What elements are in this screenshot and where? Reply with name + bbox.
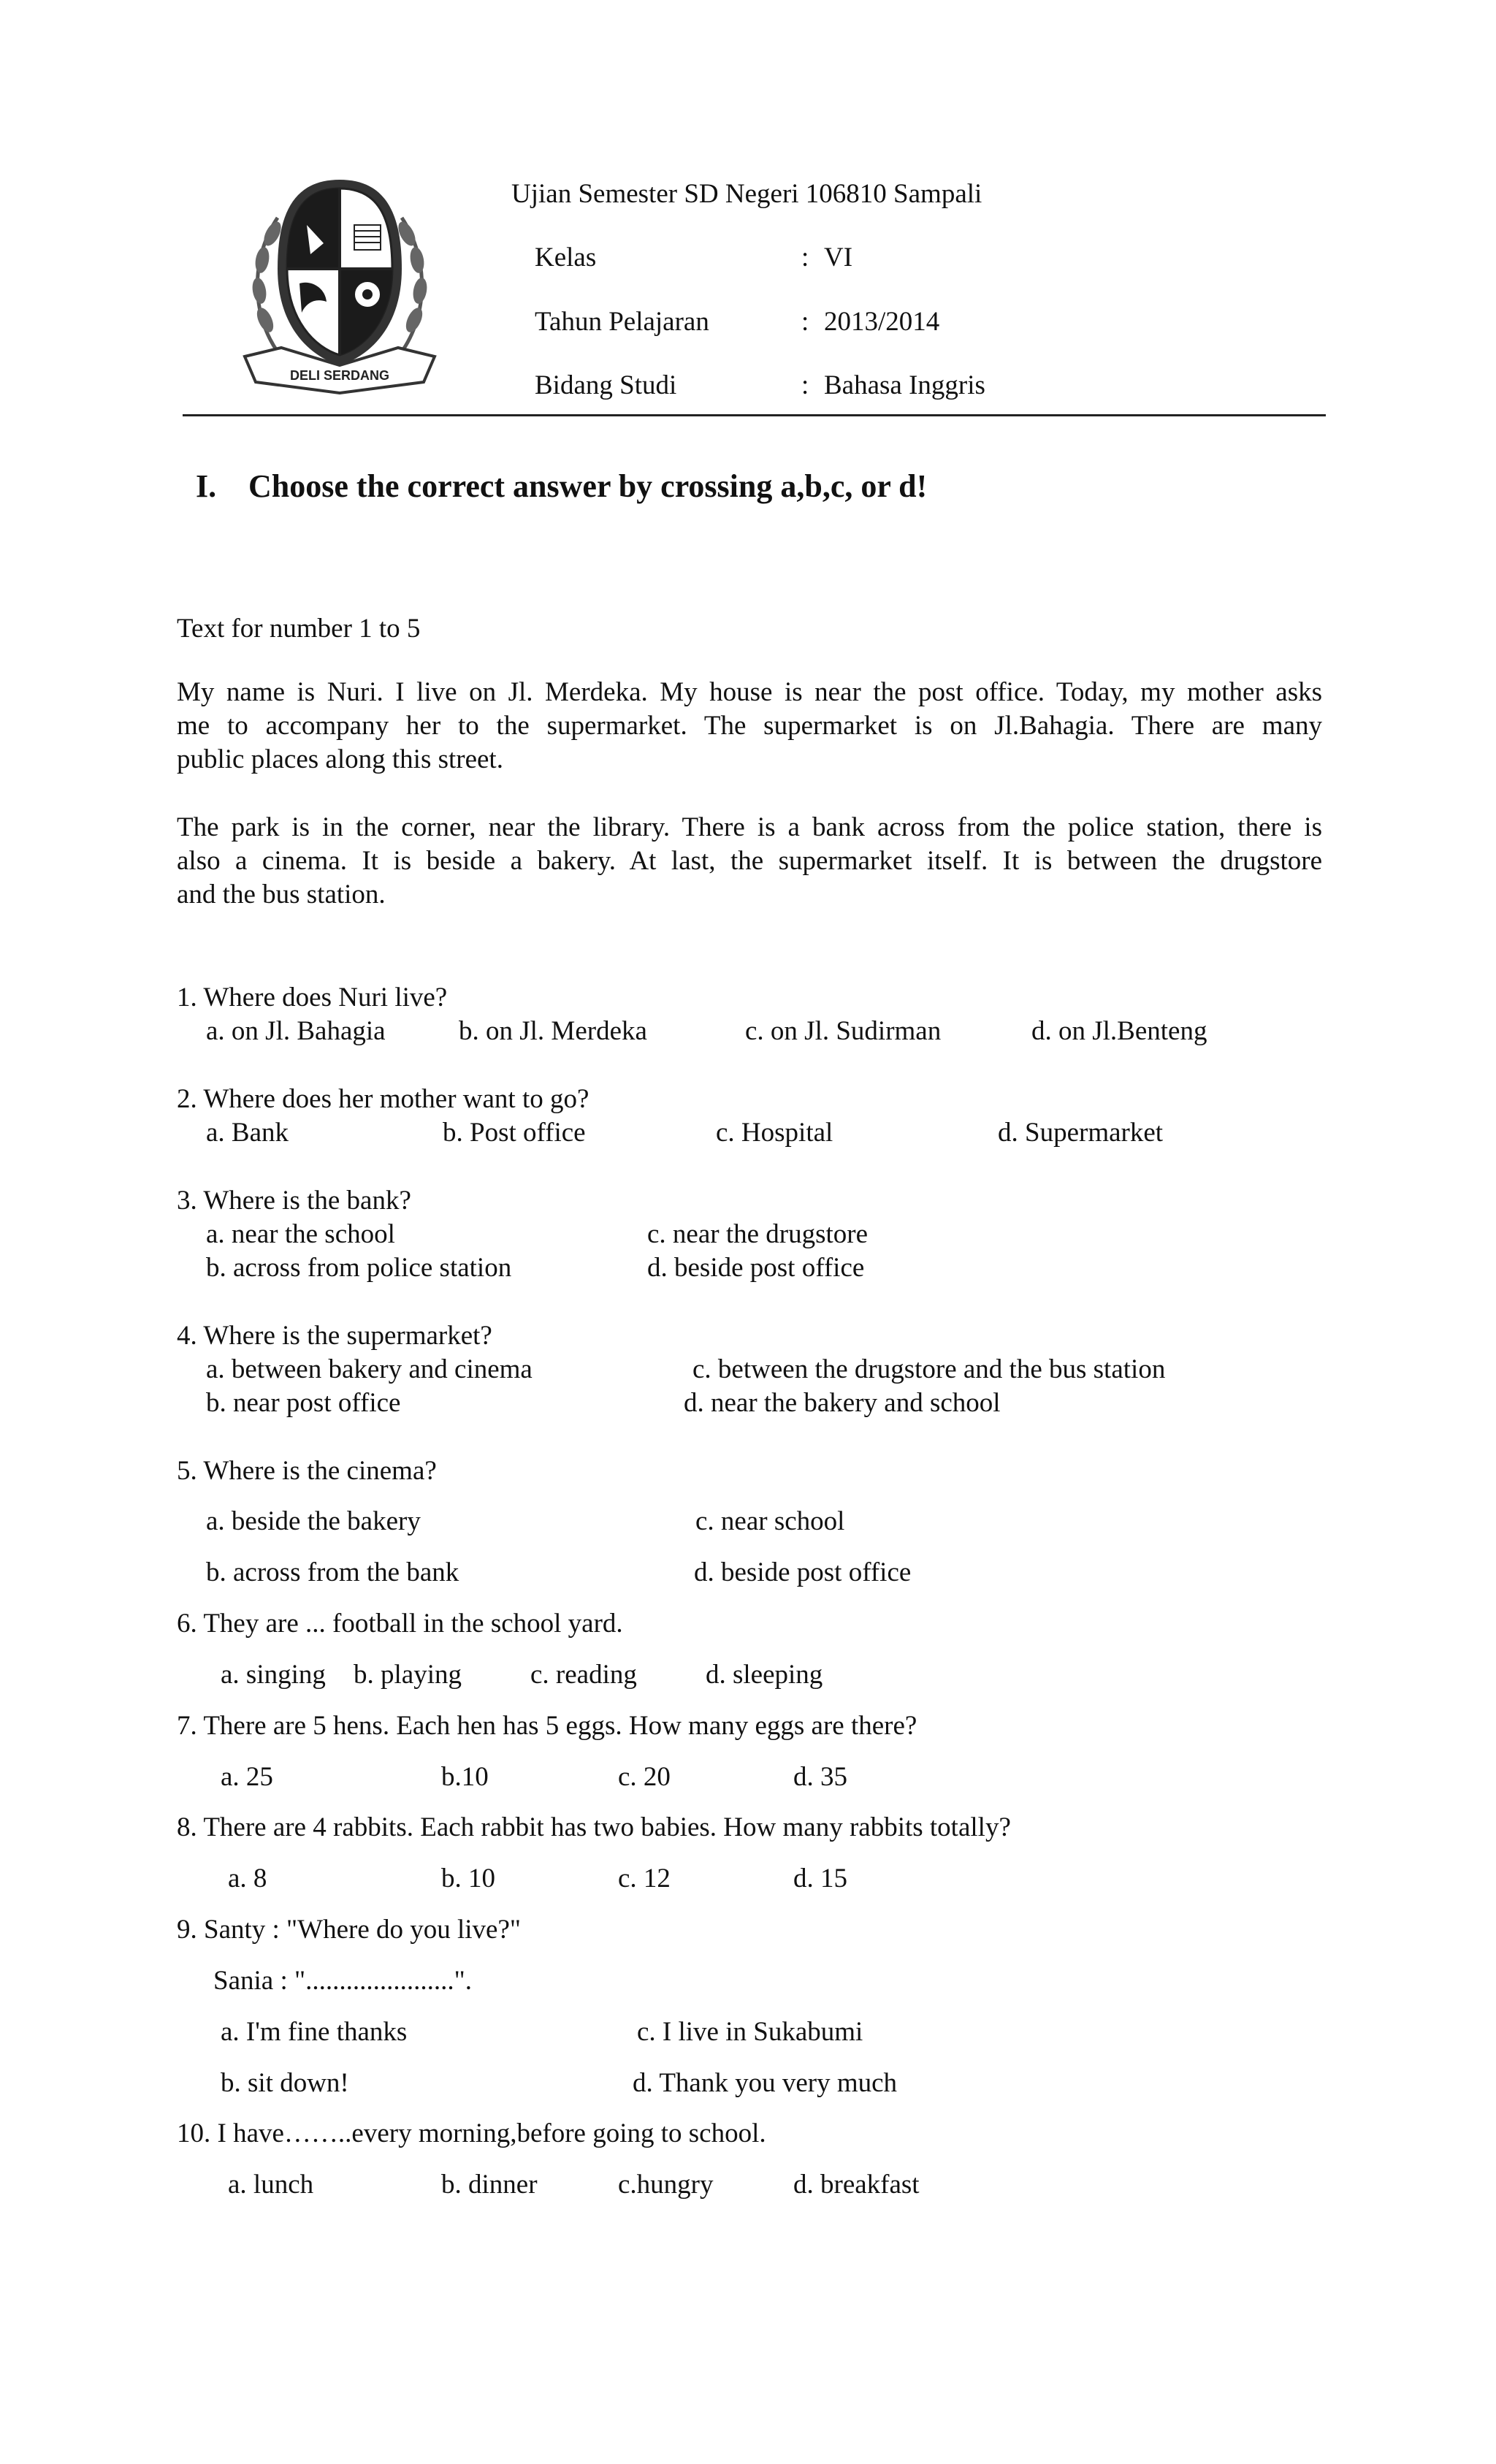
question-2: 2. Where does her mother want to go? — [177, 1084, 589, 1114]
option: c. 20 — [618, 1762, 671, 1792]
option: c. 12 — [618, 1864, 671, 1893]
option: b. across from the bank — [206, 1557, 459, 1587]
option: b. dinner — [441, 2170, 538, 2200]
option: b. across from police station — [206, 1253, 512, 1283]
option: b. on Jl. Merdeka — [459, 1016, 647, 1046]
option: c.hungry — [618, 2170, 714, 2200]
option: a. near the school — [206, 1219, 395, 1249]
header-value-bidang: Bahasa Inggris — [824, 370, 985, 400]
option: d. near the bakery and school — [684, 1388, 1001, 1418]
question-9-response: Sania : "......................". — [213, 1966, 472, 1996]
option: a. lunch — [228, 2170, 314, 2200]
option: a. singing — [221, 1660, 326, 1690]
option: d. breakfast — [793, 2170, 920, 2200]
option: b. sit down! — [221, 2068, 349, 2098]
logo-banner-text: DELI SERDANG — [289, 368, 390, 383]
paragraph1-line: My name is Nuri. I live on Jl. Merdeka. My house is near the post office. Today, my mother asks — [177, 677, 1322, 707]
header-label-tahun: Tahun Pelajaran — [535, 307, 709, 337]
header-sep: : — [801, 307, 809, 337]
header-divider — [183, 414, 1326, 416]
option: c. between the drugstore and the bus station — [692, 1354, 1166, 1384]
paragraph2-line: also a cinema. It is beside a bakery. At last, the supermarket itself. It is between the drugstore — [177, 846, 1322, 876]
question-6: 6. They are ... football in the school yard. — [177, 1609, 623, 1639]
option: c. near the drugstore — [647, 1219, 869, 1249]
option: b.10 — [441, 1762, 489, 1792]
option: a. beside the bakery — [206, 1506, 421, 1536]
option: a. 25 — [221, 1762, 273, 1792]
option: d. 15 — [793, 1864, 847, 1893]
question-7: 7. There are 5 hens. Each hen has 5 eggs. How many eggs are there? — [177, 1711, 917, 1741]
header-value-kelas: VI — [824, 243, 853, 272]
option: a. on Jl. Bahagia — [206, 1016, 386, 1046]
school-logo — [237, 174, 442, 400]
option: d. on Jl.Benteng — [1031, 1016, 1207, 1046]
option: a. Bank — [206, 1118, 289, 1148]
section-number: I. — [196, 468, 217, 504]
question-8: 8. There are 4 rabbits. Each rabbit has two babies. How many rabbits totally? — [177, 1812, 1011, 1842]
header-sep: : — [801, 243, 809, 272]
question-9: 9. Santy : "Where do you live?" — [177, 1915, 522, 1945]
option: d. sleeping — [706, 1660, 823, 1690]
option: d. Supermarket — [998, 1118, 1164, 1148]
option: d. beside post office — [694, 1557, 912, 1587]
paragraph2-line: The park is in the corner, near the library. There is a bank across from the police station, there is — [177, 812, 1322, 842]
option: b. playing — [354, 1660, 462, 1690]
option: a. between bakery and cinema — [206, 1354, 533, 1384]
option: b. near post office — [206, 1388, 401, 1418]
paragraph2-line: and the bus station. — [177, 880, 386, 909]
question-3: 3. Where is the bank? — [177, 1186, 411, 1216]
header-sep: : — [801, 370, 809, 400]
question-1: 1. Where does Nuri live? — [177, 983, 448, 1012]
option: c. Hospital — [716, 1118, 833, 1148]
option: a. I'm fine thanks — [221, 2017, 408, 2047]
header-value-tahun: 2013/2014 — [824, 307, 940, 337]
paragraph1-line: me to accompany her to the supermarket. The supermarket is on Jl.Bahagia. There are many — [177, 711, 1322, 741]
question-5: 5. Where is the cinema? — [177, 1456, 437, 1486]
option: d. 35 — [793, 1762, 847, 1792]
paragraph1-line: public places along this street. — [177, 744, 503, 774]
option: b. 10 — [441, 1864, 495, 1893]
option: c. on Jl. Sudirman — [745, 1016, 942, 1046]
option: c. near school — [695, 1506, 845, 1536]
header-label-bidang: Bidang Studi — [535, 370, 677, 400]
option: a. 8 — [228, 1864, 267, 1893]
section-instruction: Choose the correct answer by crossing a,b,c, or d! — [248, 468, 928, 504]
option: d. beside post office — [647, 1253, 865, 1283]
option: d. Thank you very much — [633, 2068, 898, 2098]
exam-title: Ujian Semester SD Negeri 106810 Sampali — [511, 179, 982, 209]
question-4: 4. Where is the supermarket? — [177, 1321, 492, 1351]
option: c. reading — [530, 1660, 637, 1690]
reading-label: Text for number 1 to 5 — [177, 614, 421, 644]
option: b. Post office — [443, 1118, 586, 1148]
option: c. I live in Sukabumi — [637, 2017, 863, 2047]
header-label-kelas: Kelas — [535, 243, 597, 272]
question-10: 10. I have……..every morning,before going to school. — [177, 2118, 766, 2148]
